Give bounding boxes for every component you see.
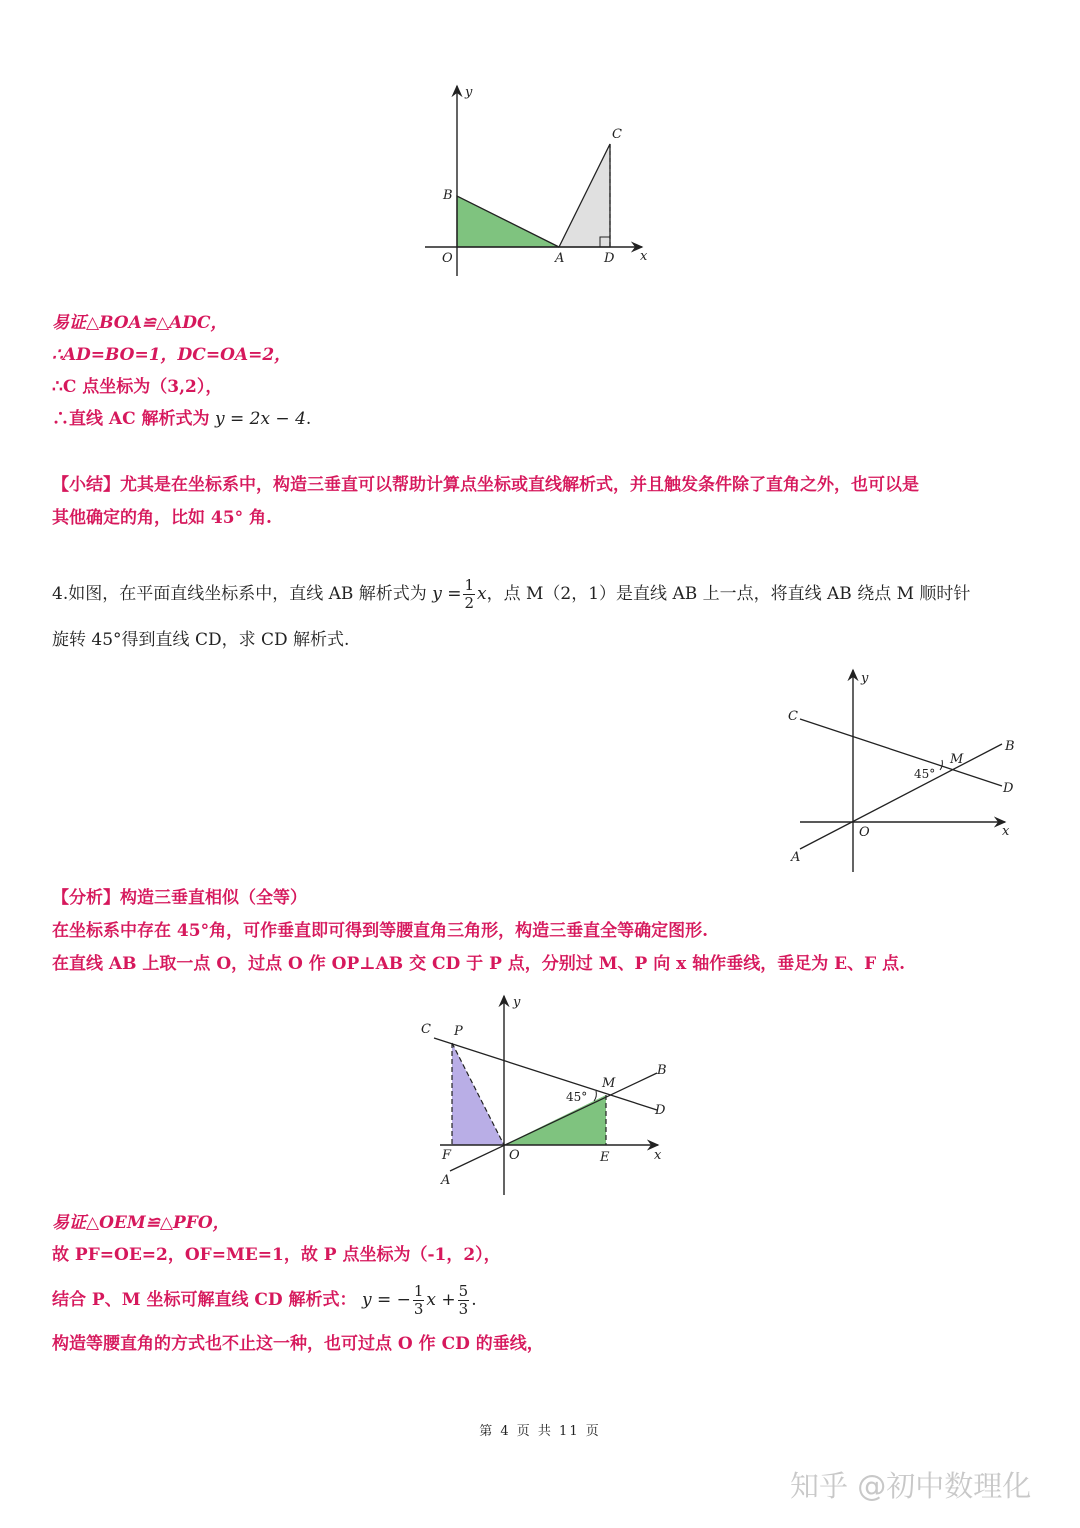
solution4-eq-mid: x + xyxy=(426,1290,456,1310)
label-b: B xyxy=(1005,739,1015,754)
figure-2 xyxy=(780,664,1020,879)
problem4-line2: 旋转 45°得到直线 CD，求 CD 解析式. xyxy=(52,630,350,650)
label-c: C xyxy=(421,1022,431,1037)
solution1-line4-formula: y = 2x − 4 xyxy=(214,409,306,429)
solution4-eq-end: . xyxy=(471,1290,477,1310)
label-x: x xyxy=(654,1148,662,1163)
label-y: y xyxy=(861,671,869,686)
watermark: 知乎 @初中数理化 xyxy=(790,1469,1032,1503)
figure-3 xyxy=(412,990,682,1202)
problem4-part1: 4.如图，在平面直线坐标系中，直线 AB 解析式为 xyxy=(52,584,427,604)
analysis-line2: 在坐标系中存在 45°角，可作垂直即可得到等腰直角三角形，构造三垂直全等确定图形. xyxy=(52,921,708,941)
label-a: A xyxy=(441,1173,451,1188)
page-footer: 第 4 页 共 11 页 xyxy=(479,1424,601,1439)
solution4-line3 xyxy=(52,1282,477,1318)
label-y: y xyxy=(465,85,473,100)
label-e: E xyxy=(600,1150,610,1165)
solution1-line1: 易证△BOA≌△ADC， xyxy=(52,313,228,333)
line-cd xyxy=(800,719,1002,786)
summary-line1: 【小结】尤其是在坐标系中，构造三垂直可以帮助计算点坐标或直线解析式，并且触发条件除了直角之外，也可以是 xyxy=(52,475,919,495)
label-d: D xyxy=(604,251,615,266)
solution1-line2: ∴AD=BO=1，DC=OA=2， xyxy=(52,345,292,365)
problem4-fraction xyxy=(463,577,475,612)
solution1-line4 xyxy=(52,407,311,431)
label-d: D xyxy=(655,1103,666,1118)
label-o: O xyxy=(442,251,453,266)
label-f: F xyxy=(442,1148,452,1163)
solution4-line3-prefix: 结合 P、M 坐标可解直线 CD 解析式： xyxy=(52,1290,357,1310)
solution1-line4-prefix: ∴直线 AC 解析式为 xyxy=(52,409,210,429)
label-angle: 45° xyxy=(914,767,936,781)
label-a: A xyxy=(555,251,565,266)
problem4-eq-lhs: y = xyxy=(432,584,462,604)
figure-1 xyxy=(420,78,660,283)
problem4-eq-var: x xyxy=(477,584,487,604)
label-x: x xyxy=(1002,824,1010,839)
label-m: M xyxy=(950,752,964,767)
summary-line2: 其他确定的角，比如 45° 角. xyxy=(52,508,272,528)
line-ab xyxy=(800,744,1002,849)
solution4-fraction1 xyxy=(413,1283,425,1318)
label-p: P xyxy=(454,1024,463,1039)
solution1-line4-end: . xyxy=(305,409,312,429)
solution4-frac2-den: 3 xyxy=(458,1300,469,1318)
label-y: y xyxy=(513,995,521,1010)
label-d: D xyxy=(1003,781,1014,796)
solution4-line2: 故 PF=OE=2，OF=ME=1，故 P 点坐标为（-1，2）， xyxy=(52,1245,501,1265)
label-c: C xyxy=(612,127,622,142)
solution1-line3: ∴C 点坐标为（3,2）， xyxy=(52,377,223,397)
solution4-line1: 易证△OEM≌△PFO， xyxy=(52,1213,230,1233)
triangle-boa xyxy=(457,196,559,247)
label-o: O xyxy=(509,1148,520,1163)
label-c: C xyxy=(788,709,798,724)
label-x: x xyxy=(640,249,648,264)
solution4-line4: 构造等腰直角的方式也不止这一种，也可过点 O 作 CD 的垂线， xyxy=(52,1334,544,1354)
angle-arc xyxy=(594,1091,596,1101)
label-b: B xyxy=(657,1063,667,1078)
label-o: O xyxy=(859,825,870,840)
problem4-frac-den: 2 xyxy=(464,594,475,612)
label-b: B xyxy=(443,188,453,203)
label-m: M xyxy=(602,1076,616,1091)
solution4-frac1-den: 3 xyxy=(413,1300,424,1318)
solution4-eq-lhs: y = − xyxy=(361,1290,411,1310)
analysis-line3: 在直线 AB 上取一点 O，过点 O 作 OP⊥AB 交 CD 于 P 点，分别过 M、P 向 x 轴作垂线，垂足为 E、F 点. xyxy=(52,954,905,974)
triangle-adc xyxy=(559,144,610,247)
label-a: A xyxy=(791,850,801,865)
solution4-frac2-num: 5 xyxy=(458,1282,469,1300)
analysis-line1: 【分析】构造三垂直相似（全等） xyxy=(52,888,307,908)
problem4-frac-num: 1 xyxy=(464,576,475,594)
solution4-frac1-num: 1 xyxy=(413,1282,424,1300)
solution4-fraction2 xyxy=(458,1283,470,1318)
label-angle: 45° xyxy=(566,1090,588,1104)
problem4-part2: ，点 M（2，1）是直线 AB 上一点，将直线 AB 绕点 M 顺时针 xyxy=(486,584,971,604)
problem4-line1 xyxy=(52,576,970,612)
